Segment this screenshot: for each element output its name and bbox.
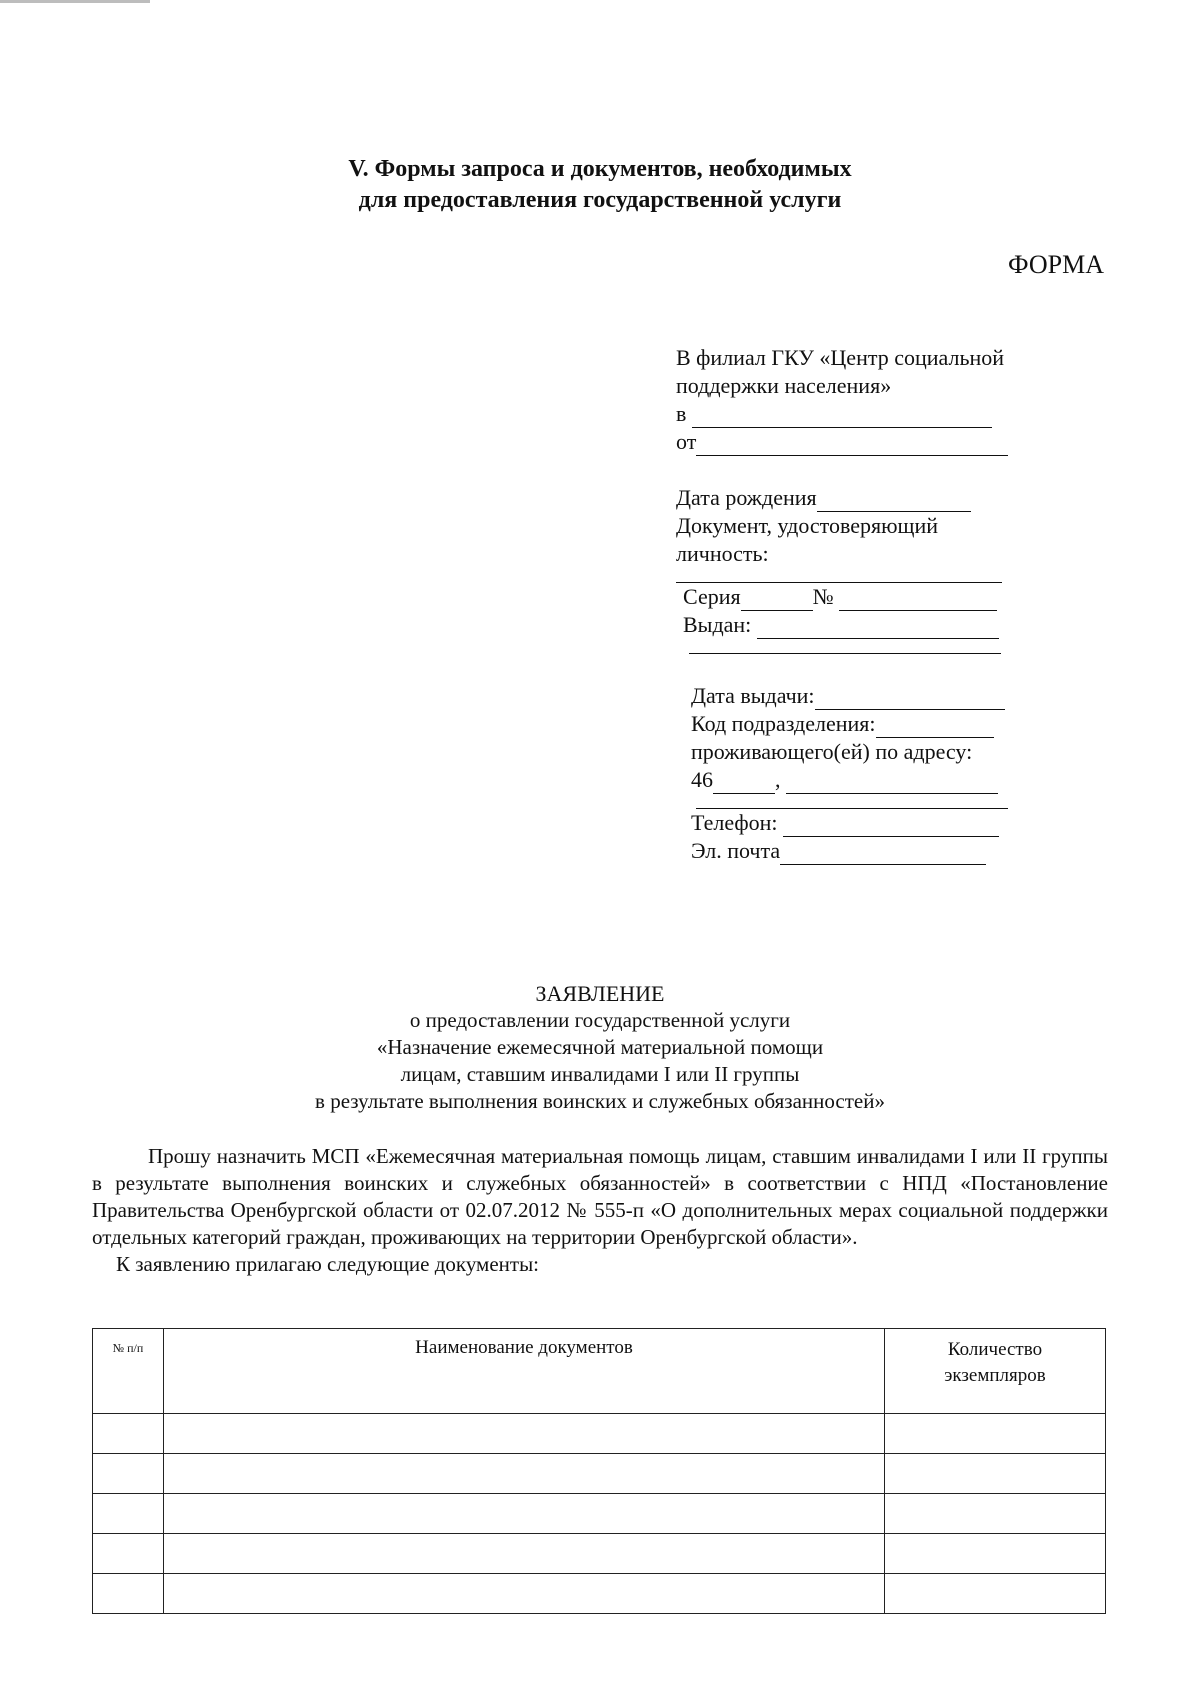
series-blank[interactable]	[741, 590, 813, 611]
issue-date-label: Дата выдачи:	[691, 683, 815, 708]
col-number-header: № п/п	[93, 1329, 164, 1414]
cell-name[interactable]	[164, 1534, 885, 1574]
number-label: №	[812, 584, 834, 609]
cell-number[interactable]	[93, 1454, 164, 1494]
section-title	[240, 154, 960, 216]
addressee-block	[676, 344, 1096, 865]
addressee-line2: поддержки населения»	[676, 373, 892, 398]
table-body	[93, 1414, 1106, 1614]
request-text	[92, 1143, 1108, 1278]
in-row	[676, 400, 1096, 428]
in-blank[interactable]	[692, 407, 992, 428]
cell-count[interactable]	[885, 1534, 1106, 1574]
issue-date-row	[691, 682, 1096, 710]
statement-heading: ЗАЯВЛЕНИЕ	[535, 981, 665, 1006]
cell-count[interactable]	[885, 1414, 1106, 1454]
id-doc-line2: личность:	[676, 541, 769, 566]
phone-blank[interactable]	[783, 816, 999, 837]
table-header-row	[93, 1329, 1106, 1414]
cell-number[interactable]	[93, 1534, 164, 1574]
table-row	[93, 1534, 1106, 1574]
series-row	[683, 583, 1096, 611]
request-paragraph: Прошу назначить МСП «Ежемесячная материальная помощь лицам, ставшим инвалидами I или II группы в результате выполнения воинских и служебных обязанностей» в соответствии с НПД «Постановление Правительства Оренбургской области от 02.07.2012 № 555-п «О дополнительных мерах социальной поддержки отдельных категорий граждан, проживающих на территории Оренбургской области».	[92, 1144, 1108, 1249]
id-doc-blank[interactable]	[676, 568, 1002, 583]
birth-date-blank[interactable]	[817, 491, 971, 512]
birth-date-label: Дата рождения	[676, 485, 817, 510]
issued-blank-2[interactable]	[689, 639, 1001, 654]
address-comma: ,	[775, 767, 781, 792]
statement-line3: лицам, ставшим инвалидами I или II группы	[400, 1062, 800, 1086]
statement-line2: «Назначение ежемесячной материальной помощи	[376, 1035, 824, 1059]
unit-code-row	[691, 710, 1096, 738]
table-row	[93, 1574, 1106, 1614]
number-blank[interactable]	[839, 590, 997, 611]
statement-block	[240, 980, 960, 1115]
section-title-line1: V. Формы запроса и документов, необходимых	[348, 156, 852, 182]
region-code: 46	[691, 767, 713, 792]
cell-name[interactable]	[164, 1414, 885, 1454]
scan-edge-mark	[0, 0, 150, 3]
cell-count[interactable]	[885, 1574, 1106, 1614]
cell-count[interactable]	[885, 1494, 1106, 1534]
addressee-line1: В филиал ГКУ «Центр социальной	[676, 345, 1005, 370]
col-count-line1: Количество	[947, 1339, 1043, 1360]
id-doc-line1: Документ, удостоверяющий	[676, 513, 939, 538]
col-count-line2: экземпляров	[944, 1365, 1046, 1386]
table-row	[93, 1454, 1106, 1494]
phone-row	[691, 809, 1096, 837]
email-label: Эл. почта	[691, 838, 781, 863]
issued-blank[interactable]	[757, 618, 999, 639]
cell-count[interactable]	[885, 1454, 1106, 1494]
cell-name[interactable]	[164, 1574, 885, 1614]
phone-label: Телефон:	[691, 810, 778, 835]
table-row	[93, 1494, 1106, 1534]
unit-code-blank[interactable]	[876, 717, 994, 738]
from-row	[676, 428, 1096, 456]
cell-number[interactable]	[93, 1414, 164, 1454]
cell-number[interactable]	[93, 1494, 164, 1534]
table-row	[93, 1414, 1106, 1454]
issue-date-blank[interactable]	[815, 689, 1005, 710]
unit-code-label: Код подразделения:	[691, 711, 876, 736]
in-label: в	[676, 401, 687, 426]
email-blank[interactable]	[780, 844, 986, 865]
issued-row	[683, 611, 1096, 639]
address-row	[691, 766, 1096, 794]
cell-name[interactable]	[164, 1454, 885, 1494]
attachments-intro: К заявлению прилагаю следующие документы:	[116, 1252, 540, 1276]
cell-number[interactable]	[93, 1574, 164, 1614]
issued-label: Выдан:	[683, 612, 752, 637]
statement-line4: в результате выполнения воинских и служебных обязанностей»	[315, 1089, 885, 1113]
birth-date-row	[676, 484, 1096, 512]
address-blank-1[interactable]	[713, 773, 775, 794]
from-blank[interactable]	[696, 435, 1008, 456]
address-blank-3[interactable]	[696, 794, 1008, 809]
residing-label: проживающего(ей) по адресу:	[691, 739, 973, 764]
col-count-header	[885, 1329, 1106, 1414]
statement-line1: о предоставлении государственной услуги	[409, 1008, 791, 1032]
from-label: от	[676, 429, 697, 454]
cell-name[interactable]	[164, 1494, 885, 1534]
documents-table	[92, 1328, 1106, 1614]
series-label: Серия	[683, 584, 741, 609]
col-name-header: Наименование документов	[164, 1329, 885, 1414]
email-row	[691, 837, 1096, 865]
address-blank-2[interactable]	[786, 773, 998, 794]
form-label: ФОРМА	[1008, 250, 1104, 279]
section-title-line2: для предоставления государственной услуги	[358, 187, 842, 213]
